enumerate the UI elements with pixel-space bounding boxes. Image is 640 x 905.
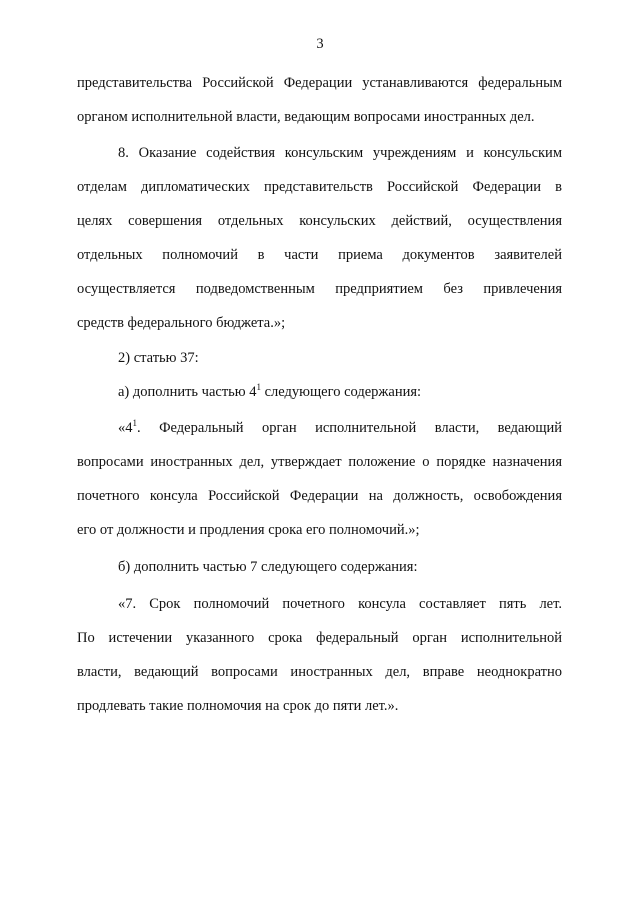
quote-prefix: «4	[118, 420, 133, 436]
paragraph-line: вопросами иностранных дел, утверждает положение о порядке назначения	[77, 454, 562, 470]
paragraph-line: 2) статью 37:	[118, 350, 199, 366]
paragraph-line: органом исполнительной власти, ведающим вопросами иностранных дел.	[77, 109, 535, 125]
paragraph-line: власти, ведающий вопросами иностранных дел, вправе неоднократно	[77, 664, 562, 680]
page-number: 3	[316, 36, 324, 52]
item-a	[77, 375, 562, 409]
quote-first-rest: . Федеральный орган исполнительной власти, ведающий	[137, 420, 562, 436]
paragraph-line: целях совершения отдельных консульских действий, осуществления	[77, 213, 562, 229]
item-b	[77, 550, 562, 584]
item-a-text-before: а) дополнить частью 4	[118, 384, 257, 400]
paragraph-line: его от должности и продления срока его полномочий.»;	[77, 522, 420, 538]
paragraph-line: отдельных полномочий в части приема документов заявителей	[77, 247, 562, 263]
paragraph-line	[77, 411, 562, 445]
superscript: 1	[256, 382, 261, 392]
paragraph-intro	[77, 66, 562, 134]
item-2	[77, 341, 562, 375]
item-a-text-after: следующего содержания:	[261, 384, 422, 400]
paragraph-line: б) дополнить частью 7 следующего содержания:	[118, 559, 418, 575]
paragraph-line: 8. Оказание содействия консульским учреждениям и консульским	[118, 145, 562, 161]
paragraph-line: отделам дипломатических представительств Российской Федерации в	[77, 179, 562, 195]
paragraph-line: представительства Российской Федерации устанавливаются федеральным	[77, 75, 562, 91]
paragraph-line: По истечении указанного срока федеральный орган исполнительной	[77, 630, 562, 646]
paragraph-line: «7. Срок полномочий почетного консула составляет пять лет.	[118, 596, 562, 612]
paragraph-line: продлевать такие полномочия на срок до пяти лет.».	[77, 698, 399, 714]
superscript: 1	[132, 418, 137, 428]
quote-4-1	[77, 411, 562, 547]
paragraph-8	[77, 136, 562, 340]
paragraph-line	[77, 375, 562, 409]
quote-7	[77, 587, 562, 723]
paragraph-line: почетного консула Российской Федерации на должность, освобождения	[77, 488, 562, 504]
paragraph-line: осуществляется подведомственным предприятием без привлечения	[77, 281, 562, 297]
paragraph-line: средств федерального бюджета.»;	[77, 315, 286, 331]
